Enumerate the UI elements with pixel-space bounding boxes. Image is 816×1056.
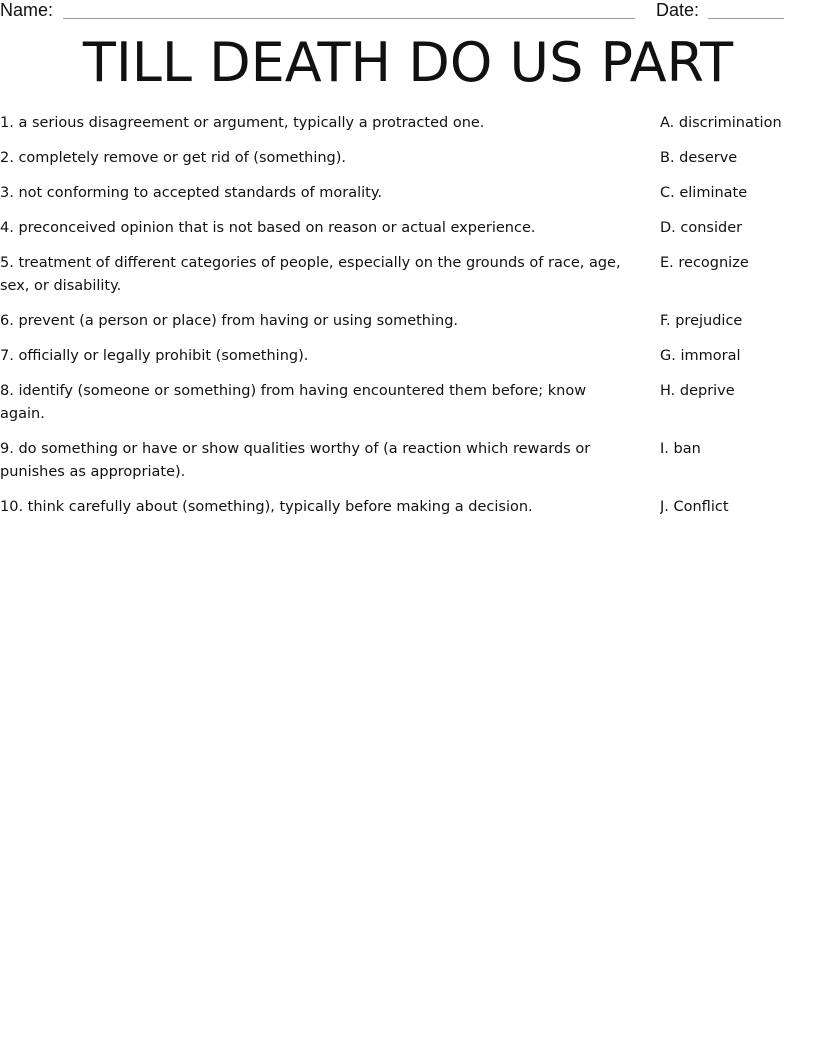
answer-option-c: C. eliminate: [660, 185, 748, 201]
matching-row-3: [0, 182, 816, 205]
matching-row-5: [0, 252, 816, 298]
matching-row-1: [0, 112, 816, 135]
name-field-line[interactable]: [63, 18, 635, 19]
matching-row-7: [0, 345, 816, 368]
clue-7: 7. officially or legally prohibit (something).: [0, 348, 309, 364]
matching-list: [0, 112, 816, 531]
answer-option-b: B. deserve: [660, 150, 738, 166]
answer-option-h: H. deprive: [660, 383, 735, 399]
date-field-line[interactable]: [708, 18, 784, 19]
date-label: Date:: [656, 0, 700, 20]
clue-4: 4. preconceived opinion that is not based on reason or actual experience.: [0, 220, 536, 236]
matching-row-8: [0, 380, 816, 426]
answer-option-a: A. discrimination: [660, 115, 782, 131]
matching-row-10: [0, 496, 816, 519]
matching-row-2: [0, 147, 816, 170]
clue-6: 6. prevent (a person or place) from having or using something.: [0, 313, 459, 329]
clue-8: 8. identify (someone or something) from having encountered them before; know again.: [0, 383, 587, 422]
matching-row-6: [0, 310, 816, 333]
answer-option-e: E. recognize: [660, 255, 749, 271]
clue-9: 9. do something or have or show qualities worthy of (a reaction which rewards or punishes as appropriate).: [0, 441, 591, 480]
matching-row-9: [0, 438, 816, 484]
answer-option-d: D. consider: [660, 220, 743, 236]
answer-option-j: J. Conflict: [660, 499, 729, 515]
matching-row-4: [0, 217, 816, 240]
clue-2: 2. completely remove or get rid of (something).: [0, 150, 347, 166]
answer-option-g: G. immoral: [660, 348, 741, 364]
clue-1: 1. a serious disagreement or argument, typically a protracted one.: [0, 115, 485, 131]
clue-3: 3. not conforming to accepted standards of morality.: [0, 185, 382, 201]
clue-10: 10. think carefully about (something), typically before making a decision.: [0, 499, 533, 515]
clue-5: 5. treatment of different categories of people, especially on the grounds of race, age, sex, or disability.: [0, 255, 621, 294]
answer-option-f: F. prejudice: [660, 313, 743, 329]
answer-option-i: I. ban: [660, 441, 701, 457]
name-label: Name:: [0, 0, 54, 20]
worksheet-header: [0, 0, 816, 22]
page-title: TILL DEATH DO US PART: [82, 31, 734, 94]
